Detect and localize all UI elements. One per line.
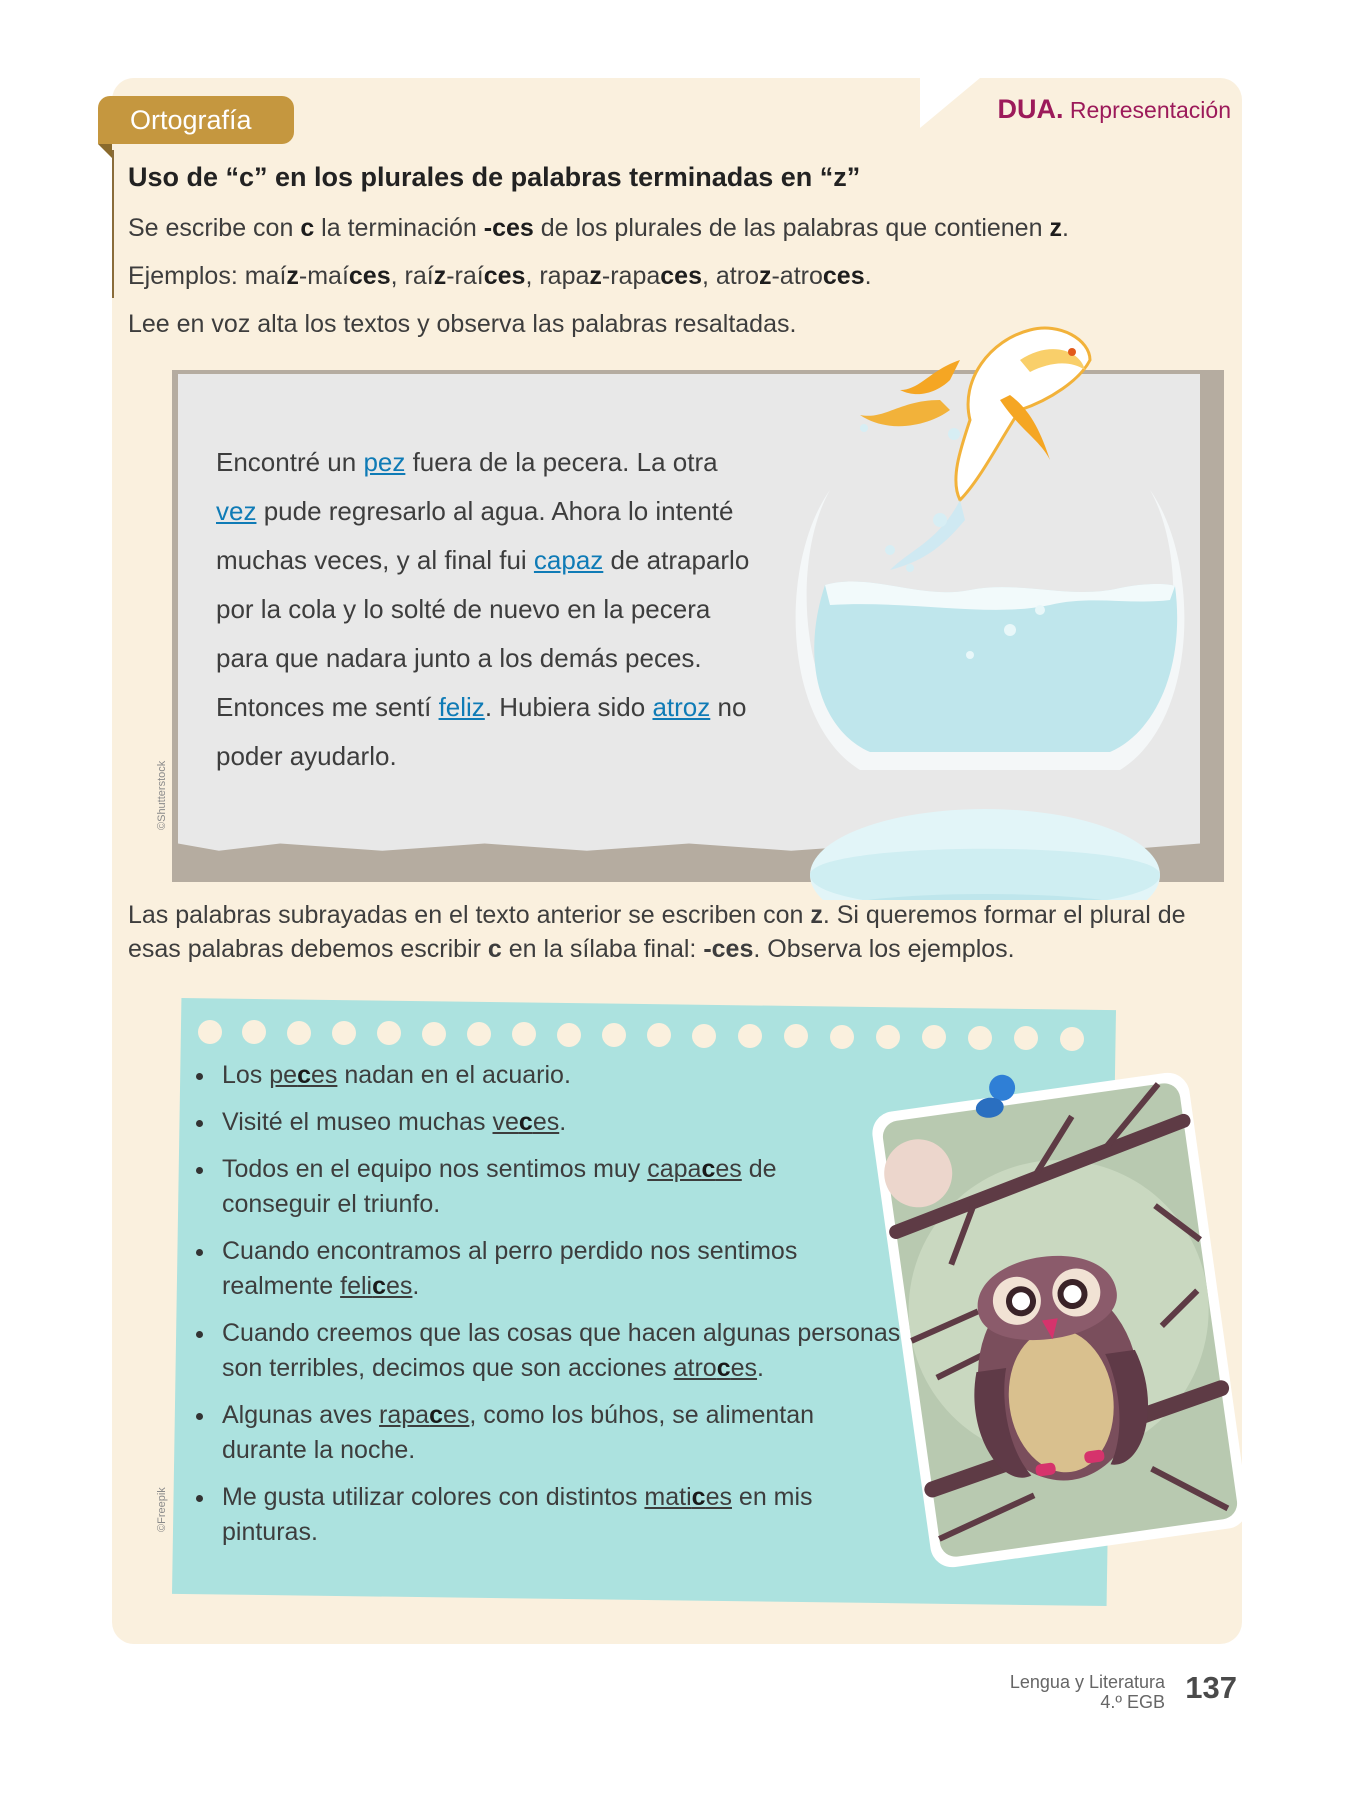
dua-text: Representación [1069,97,1231,123]
list-item: Todos en el equipo nos sentimos muy capaces de conseguir el triunfo. [190,1152,822,1222]
underlined-word: matices [644,1483,732,1511]
highlight-word: feliz [438,692,485,722]
bowl [796,490,1185,900]
underlined-word: peces [269,1061,338,1089]
example-2: raíz-raíces, [404,262,540,290]
credit-story: ©Shutterstock [156,760,168,830]
dua-strong: DUA. [997,94,1064,124]
water-drops [860,424,960,597]
underlined-word: capaces [647,1155,742,1183]
page-number: 137 [1185,1670,1237,1705]
underlined-word: felices [340,1272,413,1300]
credit-owl: ©Freepik [156,1487,168,1532]
example-3: rapaz-rapaces, [539,262,716,290]
underlined-word: atroces [673,1354,758,1382]
goldfish-icon [860,328,1090,570]
example-1: maíz-maíces, [244,262,405,290]
section-tab [98,96,294,144]
list-item: Cuando creemos que las cosas que hacen algunas personas son terribles, decimos que son acciones atroces. [190,1316,922,1386]
example-4: atroz-atroces. [715,262,872,290]
list-item: Los peces nadan en el acuario. [190,1058,910,1093]
page-title: Uso de “c” en los plurales de palabras terminadas en “z” [128,162,861,192]
left-rule [112,150,114,298]
list-item: Visité el museo muchas veces. [190,1105,910,1140]
footer-grade: 4.º EGB [1100,1692,1165,1712]
dua-label [998,94,1232,125]
list-item: Me gusta utilizar colores con distintos matices en mis pinturas. [190,1480,862,1550]
list-item: Cuando encontramos al perro perdido nos sentimos realmente felices. [190,1234,862,1304]
highlight-word: vez [216,496,257,526]
explanation-text: Las palabras subrayadas en el texto anterior se escriben con z. Si queremos formar el plural de esas palabras debemos escribir c en la sílaba final: -ces. Observa los ejemplos. [128,901,1186,963]
footer-subject: Lengua y Literatura [1009,1672,1165,1692]
notebook-holes [198,1020,1118,1060]
instruction-text: Lee en voz alta los textos y observa las palabras resaltadas. [128,310,797,338]
section-label: Ortografía [130,105,252,135]
highlight-word: atroz [652,692,711,722]
list-item: Algunas aves rapaces, como los búhos, se alimentan durante la noche. [190,1398,862,1468]
story-text: Encontré un pez fuera de la pecera. La otra vez pude regresarlo al agua. Ahora lo intenté muchas veces, y al final fui capaz de atraparlo por la cola y lo solté de nuevo en la pecera para que nadara junto a los demás peces. Entonces me sentí feliz. Hubiera sido atroz no poder ayudarlo. [216,447,750,771]
owl-photo-card [870,1060,1250,1580]
rule-text: Se escribe con c la terminación -ces de los plurales de las palabras que contienen z. [128,214,1069,242]
example-sentences-list [190,1058,910,1562]
highlight-word: pez [363,447,406,477]
examples-text: Ejemplos: maíz-maíces, raíz-raíces, rapaz-rapaces, atroz-atroces. [128,262,872,290]
highlight-word: capaz [533,545,604,575]
underlined-word: veces [492,1108,560,1136]
fishbowl-illustration [790,300,1190,900]
underlined-word: rapaces [379,1401,470,1429]
